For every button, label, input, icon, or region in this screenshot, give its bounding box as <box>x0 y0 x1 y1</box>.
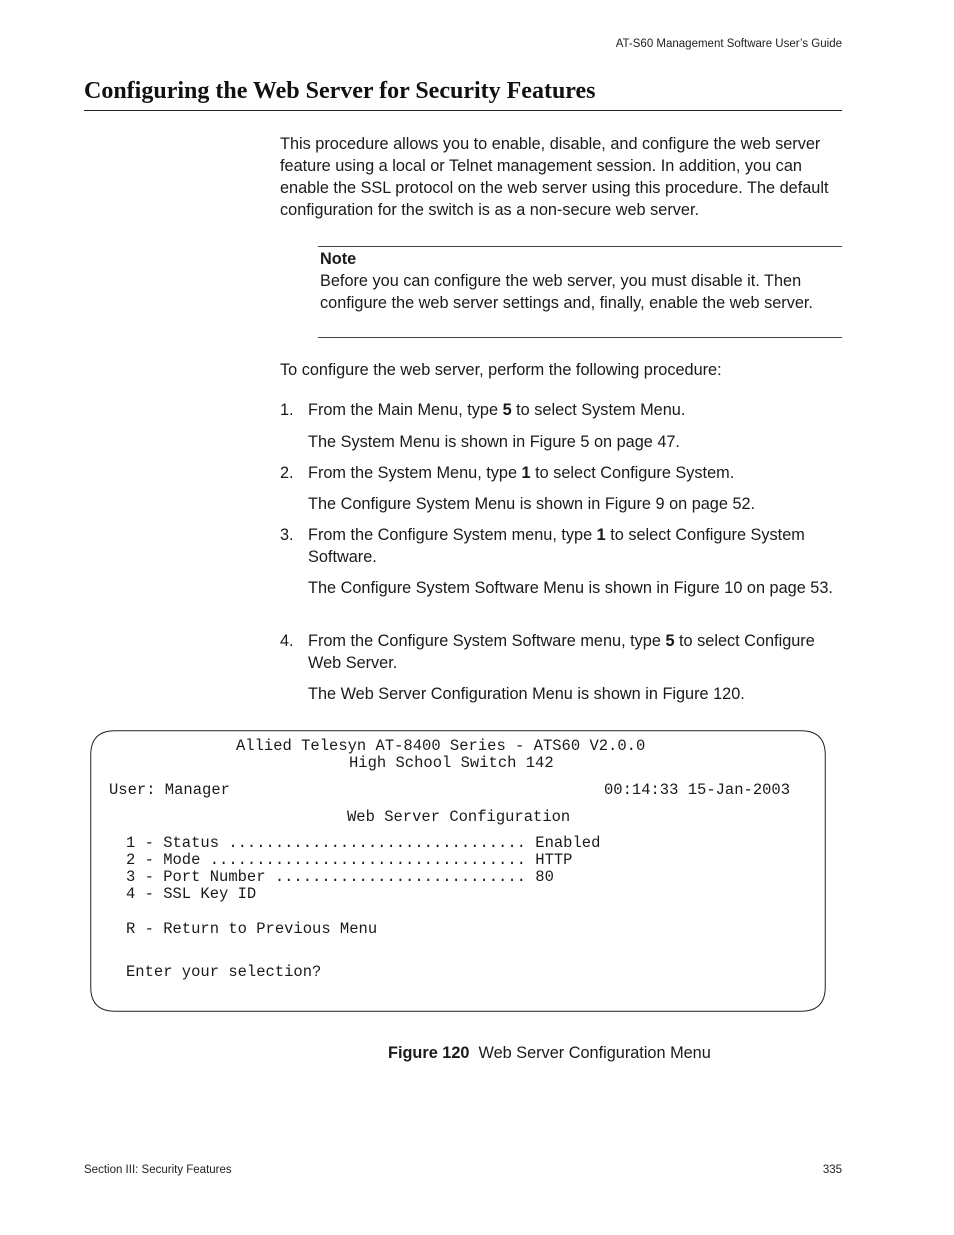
menu-option-return: R - Return to Previous Menu <box>126 920 378 938</box>
terminal-switch-name: High School Switch 142 <box>349 754 554 772</box>
terminal-banner: Allied Telesyn AT-8400 Series - ATS60 V2.0.0 <box>236 737 646 755</box>
step-instruction: From the System Menu, type 1 to select Configure System. <box>308 464 735 482</box>
step-key: 1 <box>596 526 606 544</box>
step-3-result: The Configure System Software Menu is shown in Figure 10 on page 53. <box>308 579 833 597</box>
procedure-step-2 <box>280 462 846 484</box>
note-box <box>318 246 842 338</box>
note-heading: Note <box>320 250 357 268</box>
step-instruction: From the Configure System Software menu, type 5 to select Configure Web Server. <box>308 632 815 672</box>
step-instruction: From the Main Menu, type 5 to select System Menu. <box>308 401 686 419</box>
figure-caption <box>388 1044 848 1063</box>
terminal-menu-title: Web Server Configuration <box>347 808 571 826</box>
menu-option-port-number: 3 - Port Number ........................... 80 <box>126 868 554 886</box>
figure-label: Figure 120 <box>388 1044 470 1062</box>
title-rule <box>84 110 842 111</box>
running-header: AT-S60 Management Software User’s Guide <box>615 38 842 50</box>
procedure-lead: To configure the web server, perform the following procedure: <box>280 361 722 379</box>
step-key: 1 <box>521 464 531 482</box>
menu-option-status: 1 - Status ................................ Enabled <box>126 834 601 852</box>
step-number: 2. <box>280 464 294 482</box>
section-title: Configuring the Web Server for Security Features <box>84 78 596 104</box>
menu-option-ssl-key-id: 4 - SSL Key ID <box>126 885 257 903</box>
step-key: 5 <box>502 401 512 419</box>
terminal-screen <box>90 730 826 1012</box>
terminal-timestamp: 00:14:33 15-Jan-2003 <box>604 781 791 799</box>
terminal-prompt: Enter your selection? <box>126 963 322 981</box>
procedure-step-4 <box>280 630 846 674</box>
procedure-step-1 <box>280 399 846 421</box>
procedure-step-3 <box>280 524 846 568</box>
intro-paragraph: This procedure allows you to enable, disable, and configure the web server feature using a local or Telnet management session. In addition, you can enable the SSL protocol on the web server using this procedure. The default configuration for the switch is as a non-secure web server. <box>280 135 829 219</box>
note-text: Before you can configure the web server, you must disable it. Then configure the web server settings and, finally, enable the web server. <box>320 272 813 312</box>
figure-caption-text: Web Server Configuration Menu <box>478 1044 711 1062</box>
terminal-user: User: Manager <box>109 781 230 799</box>
page-number: 335 <box>822 1164 842 1176</box>
step-2-result: The Configure System Menu is shown in Figure 9 on page 52. <box>308 495 756 513</box>
step-number: 3. <box>280 526 294 544</box>
footer-section: Section III: Security Features <box>84 1164 232 1176</box>
step-1-result: The System Menu is shown in Figure 5 on page 47. <box>308 433 680 451</box>
menu-option-mode: 2 - Mode .................................. HTTP <box>126 851 573 869</box>
step-key: 5 <box>665 632 675 650</box>
step-4-result: The Web Server Configuration Menu is shown in Figure 120. <box>308 685 745 703</box>
step-instruction: From the Configure System menu, type 1 to select Configure System Software. <box>308 526 805 566</box>
step-number: 4. <box>280 632 294 650</box>
step-number: 1. <box>280 401 294 419</box>
